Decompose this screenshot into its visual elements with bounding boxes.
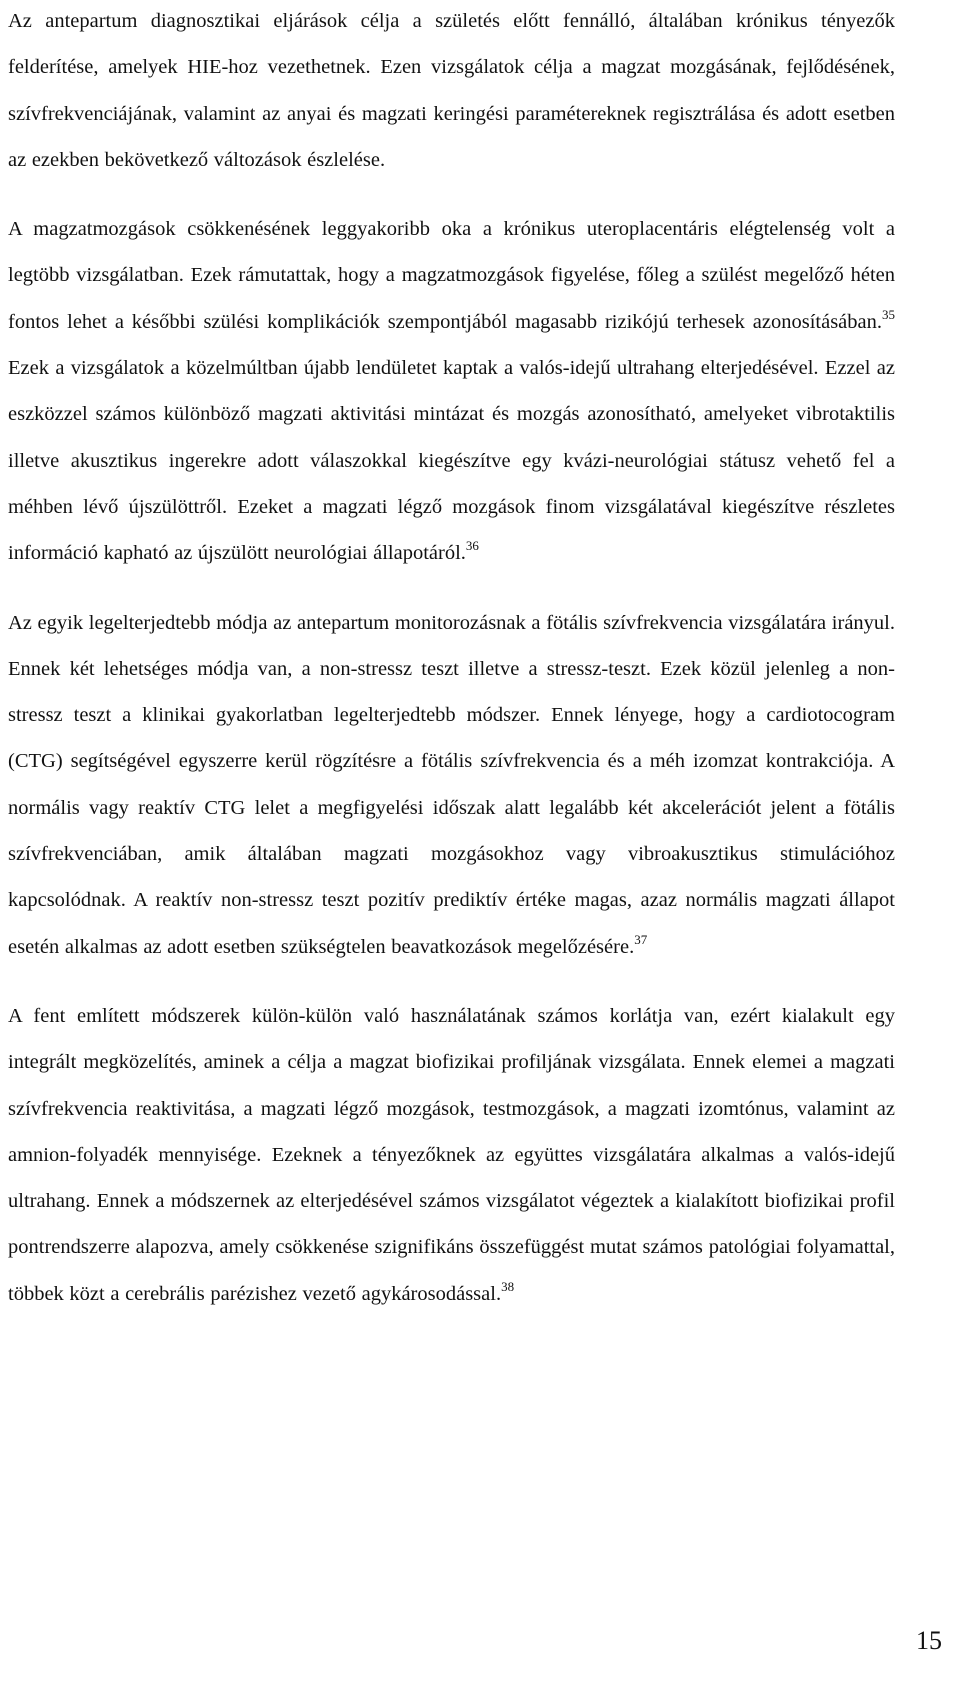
paragraph-text: Ezek a vizsgálatok a közelmúltban újabb lendületet kaptak a valós-idejű ultrahang elterjedésével. Ezzel az eszközzel számos különböző magzati aktivitási mintázat és mozgás azonosítható, amelyeket vibrotaktilis illetve akusztikus ingerekre adott válaszokkal kiegészítve egy kvázi-neurológiai státusz vehető fel a méhben lévő újszülöttről. Ezeket a magzati légző mozgások finom vizsgálatával kiegészítve részletes információ kapható az újszülött neurológiai állapotáról.	[8, 357, 895, 565]
paragraph-fetal-movements	[8, 206, 895, 576]
document-page	[8, 0, 895, 1317]
paragraph-text: Az antepartum diagnosztikai eljárások célja a születés előtt fennálló, általában krónikus tényezők felderítése, amelyek HIE-hoz vezethetnek. Ezen vizsgálatok célja a magzat mozgásának, fejlődésének, szívfrekvenciájának, valamint az anyai és magzati keringési paramétereknek regisztrálása és adott esetben az ezekben bekövetkező változások észlelése.	[8, 10, 895, 171]
citation-37: 37	[634, 931, 648, 947]
paragraph-biophysical-profile	[8, 993, 895, 1317]
paragraph-text: A fent említett módszerek külön-külön való használatának számos korlátja van, ezért kialakult egy integrált megközelítés, aminek a célja a magzat biofizikai profiljának vizsgálata. Ennek elemei a magzati szívfrekvencia reaktivitása, a magzati légző mozgások, testmozgások, a magzati izomtónus, valamint az amnion-folyadék mennyisége. Ezeknek a tényezőknek az együttes vizsgálatára alkalmas a valós-idejű ultrahang. Ennek a módszernek az elterjedésével számos vizsgálatot végeztek a kialakított biofizikai profil pontrendszerre alapozva, amely csökkenése szignifikáns összefüggést mutat számos patológiai folyamattal, többek közt a cerebrális parézishez vezető agykárosodással.	[8, 1004, 895, 1305]
citation-36: 36	[465, 538, 479, 554]
paragraph-text: Az egyik legelterjedtebb módja az antepartum monitorozásnak a fötális szívfrekvencia vizsgálatára irányul. Ennek két lehetséges módja van, a non-stressz teszt illetve a stressz-teszt. Ezek közül jelenleg a non-stressz teszt a klinikai gyakorlatban legelterjedtebb módszer. Ennek lényege, hogy a cardiotocogram (CTG) segítségével egyszerre kerül rögzítésre a fötális szívfrekvencia és a méh izomzat kontrakciója. A normális vagy reaktív CTG lelet a megfigyelési időszak alatt legalább két akcelerációt jelent a fötális szívfrekvenciában, amik általában magzati mozgásokhoz vagy vibroakusztikus stimulációhoz kapcsolódnak. A reaktív non-stressz teszt pozitív prediktív értéke magas, azaz normális magzati állapot esetén alkalmas az adott esetben szükségtelen beavatkozások megelőzésére.	[8, 611, 895, 958]
citation-38: 38	[501, 1278, 515, 1294]
paragraph-fetal-heart-rate	[8, 600, 895, 970]
page-number: 15	[916, 1626, 942, 1655]
paragraph-antepartum-diagnostics	[8, 0, 895, 183]
paragraph-text: A magzatmozgások csökkenésének leggyakoribb oka a krónikus uteroplacentáris elégtelenség volt a legtöbb vizsgálatban. Ezek rámutattak, hogy a magzatmozgások figyelése, főleg a szülést megelőző héten fontos lehet a későbbi szülési komplikációk szempontjából magasabb rizikójú terhesek azonosításában.	[8, 218, 895, 333]
citation-35: 35	[882, 306, 895, 322]
